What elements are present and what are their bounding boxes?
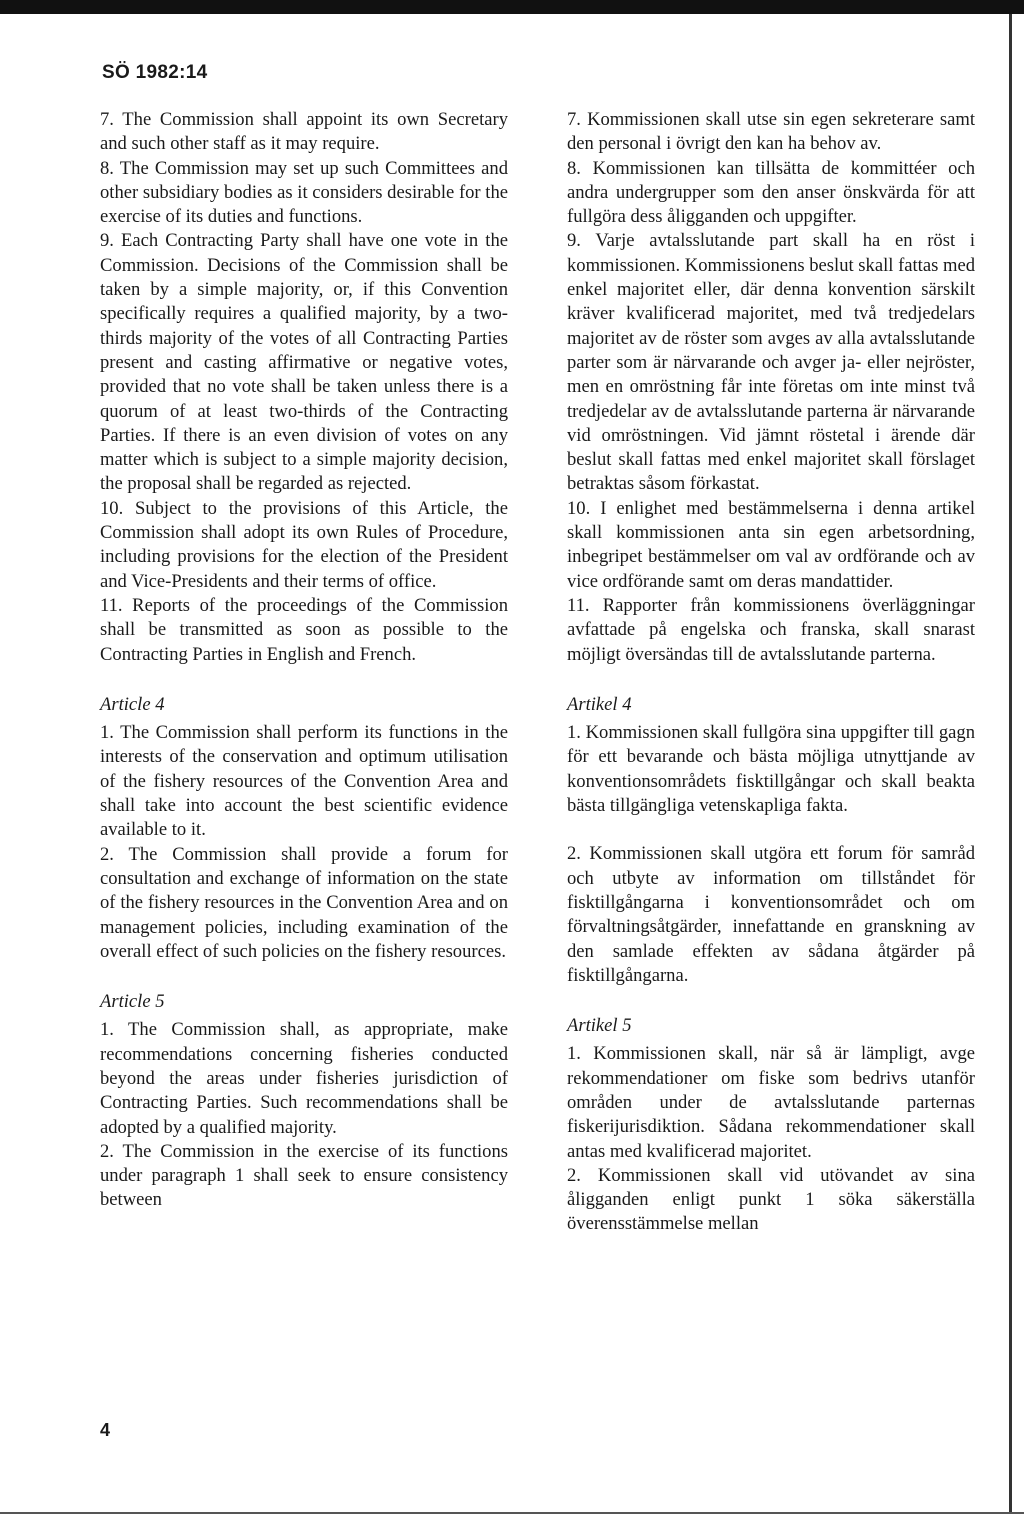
document-reference: SÖ 1982:14 xyxy=(102,62,208,83)
paragraph: 1. The Commission shall, as appropriate, make recommendations concerning fisheries conducted beyond the areas under fisheries jurisdiction of Contracting Parties. Such recommendations shall be adopted by a qualified majority. xyxy=(100,1019,508,1138)
paragraph: 10. Subject to the provisions of this Article, the Commission shall adopt its own Rules of Procedure, including provisions for the election of the President and Vice-Presidents and their terms of office. xyxy=(100,497,508,592)
paragraph: 7. Kommissionen skall utse sin egen sekreterare samt den personal i övrigt den kan ha behov av. xyxy=(567,109,975,155)
swedish-column xyxy=(567,108,975,1237)
paragraph: 7. The Commission shall appoint its own Secretary and such other staff as it may require. xyxy=(100,109,508,155)
scan-bottom-border xyxy=(0,1512,1024,1514)
article-heading: Artikel 5 xyxy=(567,1015,632,1037)
paragraph: 11. Reports of the proceedings of the Commission shall be transmitted as soon as possible to the Contracting Parties in English and French. xyxy=(100,594,508,665)
article-heading: Article 4 xyxy=(100,693,165,715)
paragraph: 11. Rapporter från kommissionens överläggningar avfattade på engelska och franska, skall snarast möjligt översändas till de avtalsslutande parterna. xyxy=(567,594,975,665)
article-heading: Article 5 xyxy=(100,991,165,1013)
paragraph: 1. The Commission shall perform its functions in the interests of the conservation and optimum utilisation of the fishery resources of the Convention Area and shall take into account the best scientific evidence available to it. xyxy=(100,722,508,841)
paragraph: 8. Kommissionen kan tillsätta de kommittéer och andra undergrupper som den anser önskvärda för att fullgöra dess åligganden och uppgifter. xyxy=(567,157,975,228)
page-number: 4 xyxy=(100,1420,111,1440)
paragraph: 2. The Commission shall provide a forum for consultation and exchange of information on the state of the fishery resources in the Convention Area and on management policies, including examination of the overall effect of such policies on the fishery resources. xyxy=(100,843,508,962)
article-heading: Artikel 4 xyxy=(567,693,632,715)
paragraph: 1. Kommissionen skall, när så är lämpligt, avge rekommendationer om fiske som bedrivs utanför områden under de avtalsslutande parternas fiskerijurisdiktion. Sådana rekommendationer skall antas med kvalificerad majoritet. xyxy=(567,1043,975,1162)
english-column xyxy=(100,108,508,1213)
paragraph: 1. Kommissionen skall fullgöra sina uppgifter till gagn för ett bevarande och bästa möjliga utnyttjande av konventionsområdets fisktillgångar och skall beakta bästa tillgängliga vetenskapliga fakta. xyxy=(567,722,975,817)
scan-right-border xyxy=(1009,14,1012,1514)
scan-top-border xyxy=(0,0,1024,14)
paragraph: 2. Kommissionen skall vid utövandet av sina åligganden enligt punkt 1 söka säkerställa överensstämmelse mellan xyxy=(567,1164,975,1235)
paragraph: 8. The Commission may set up such Committees and other subsidiary bodies as it considers desirable for the exercise of its duties and functions. xyxy=(100,157,508,228)
paragraph: 9. Varje avtalsslutande part skall ha en röst i kommissionen. Kommissionens beslut skall fattas med enkel majoritet eller, där denna konvention särskilt kräver kvalificerad majoritet, med två tredjedelars majoritet av de röster som avges av alla avtalsslutande parter som är närvarande och avger ja- eller nejröster, men en omröstning får inte företas om inte minst två tredjedelar av de avtalsslutande parterna är närvarande vid omröstningen. Vid jämnt röstetal i ärende där beslut skall fattas med enkel majoritet skall förslaget betraktas såsom förkastat. xyxy=(567,230,976,495)
paragraph: 9. Each Contracting Party shall have one vote in the Commission. Decisions of the Commission shall be taken by a simple majority, or, if this Convention specifically requires a qualified majority, by a two-thirds majority of the votes of all Contracting Parties present and casting affirmative or negative votes, provided that no vote shall be taken unless there is a quorum of at least two-thirds of the Contracting Parties. If there is an even division of votes on any matter which is subject to a simple majority decision, the proposal shall be regarded as rejected. xyxy=(100,230,508,495)
paragraph: 10. I enlighet med bestämmelserna i denna artikel skall kommissionen anta sin egen arbetsordning, inbegripet bestämmelser om val av ordförande och av vice ordförande samt om deras mandattider. xyxy=(567,497,975,592)
paragraph: 2. Kommissionen skall utgöra ett forum för samråd och utbyte av information om tillståndet för fisktillgångarna i konventionsområdet och om förvaltningsåtgärder, innefattande en granskning av den samlade effekten av sådana åtgärder på fisktillgångarna. xyxy=(567,843,975,986)
paragraph: 2. The Commission in the exercise of its functions under paragraph 1 shall seek to ensure consistency between xyxy=(100,1140,508,1211)
